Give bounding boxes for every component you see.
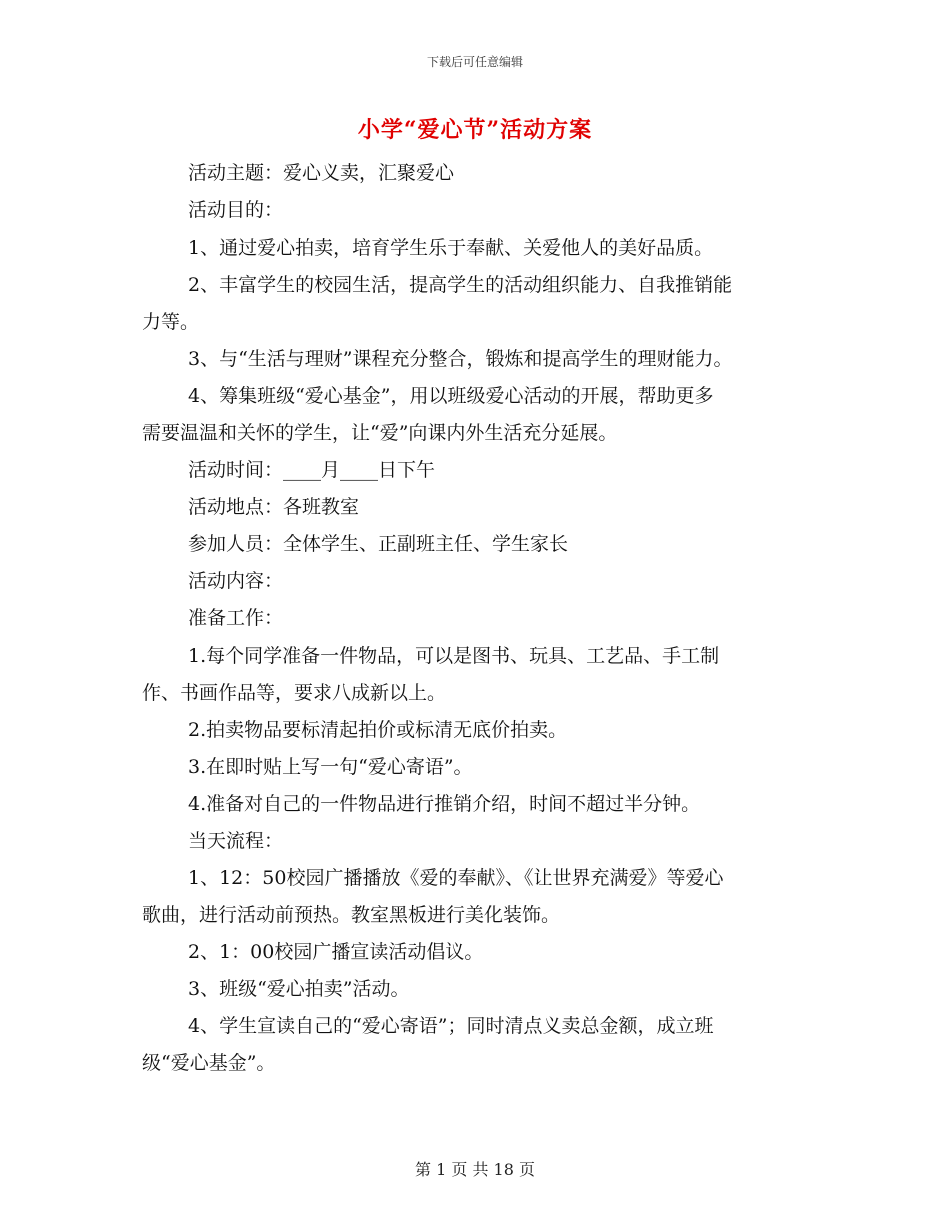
line-purpose-3: 3、与“生活与理财”课程充分整合，锻炼和提高学生的理财能力。 [188, 348, 733, 370]
line-prep-1-cont: 作、书画作品等，要求八成新以上。 [142, 682, 447, 704]
line-prep-4: 4.准备对自己的一件物品进行推销介绍，时间不超过半分钟。 [188, 793, 701, 815]
line-flow-4: 4、学生宣读自己的“爱心寄语”；同时清点义卖总金额，成立班 [188, 1015, 714, 1037]
line-flow-4-cont: 级“爱心基金”。 [142, 1052, 276, 1074]
line-flow-1-cont: 歌曲，进行活动前预热。教室黑板进行美化装饰。 [142, 904, 561, 926]
line-flow-heading: 当天流程： [188, 830, 284, 852]
line-location: 活动地点：各班教室 [188, 496, 360, 518]
document-title: 小学“爱心节”活动方案 [357, 117, 593, 143]
line-purpose-4: 4、筹集班级“爱心基金”，用以班级爱心活动的开展，帮助更多 [188, 385, 714, 407]
line-flow-2: 2、1：00校园广播宣读活动倡议。 [188, 941, 484, 963]
line-purpose-4-cont: 需要温温和关怀的学生，让“爱”向课内外生活充分延展。 [142, 422, 618, 444]
line-flow-1: 1、12：50校园广播播放《爱的奉献》、《让世界充满爱》等爱心 [188, 867, 724, 889]
line-prep-3: 3.在即时贴上写一句“爱心寄语”。 [188, 756, 473, 778]
line-prep-2: 2.拍卖物品要标清起拍价或标清无底价拍卖。 [188, 719, 568, 741]
page-header: 下载后可任意编辑 [426, 55, 523, 69]
line-purpose-2-cont: 力等。 [142, 311, 200, 333]
line-purpose-1: 1、通过爱心拍卖，培育学生乐于奉献、关爱他人的美好品质。 [188, 237, 714, 259]
line-time: 活动时间：____月____日下午 [188, 459, 436, 481]
line-prep-heading: 准备工作： [188, 607, 284, 629]
page-footer: 第 1 页 共 18 页 [415, 1160, 535, 1179]
line-content-heading: 活动内容： [188, 570, 284, 592]
line-participants: 参加人员：全体学生、正副班主任、学生家长 [188, 533, 569, 555]
line-theme: 活动主题：爱心义卖，汇聚爱心 [188, 162, 455, 184]
line-prep-1: 1.每个同学准备一件物品，可以是图书、玩具、工艺品、手工制 [188, 645, 720, 667]
line-purpose-heading: 活动目的： [188, 199, 284, 221]
line-purpose-2: 2、丰富学生的校园生活，提高学生的活动组织能力、自我推销能 [188, 274, 733, 296]
line-flow-3: 3、班级“爱心拍卖”活动。 [188, 978, 410, 1000]
